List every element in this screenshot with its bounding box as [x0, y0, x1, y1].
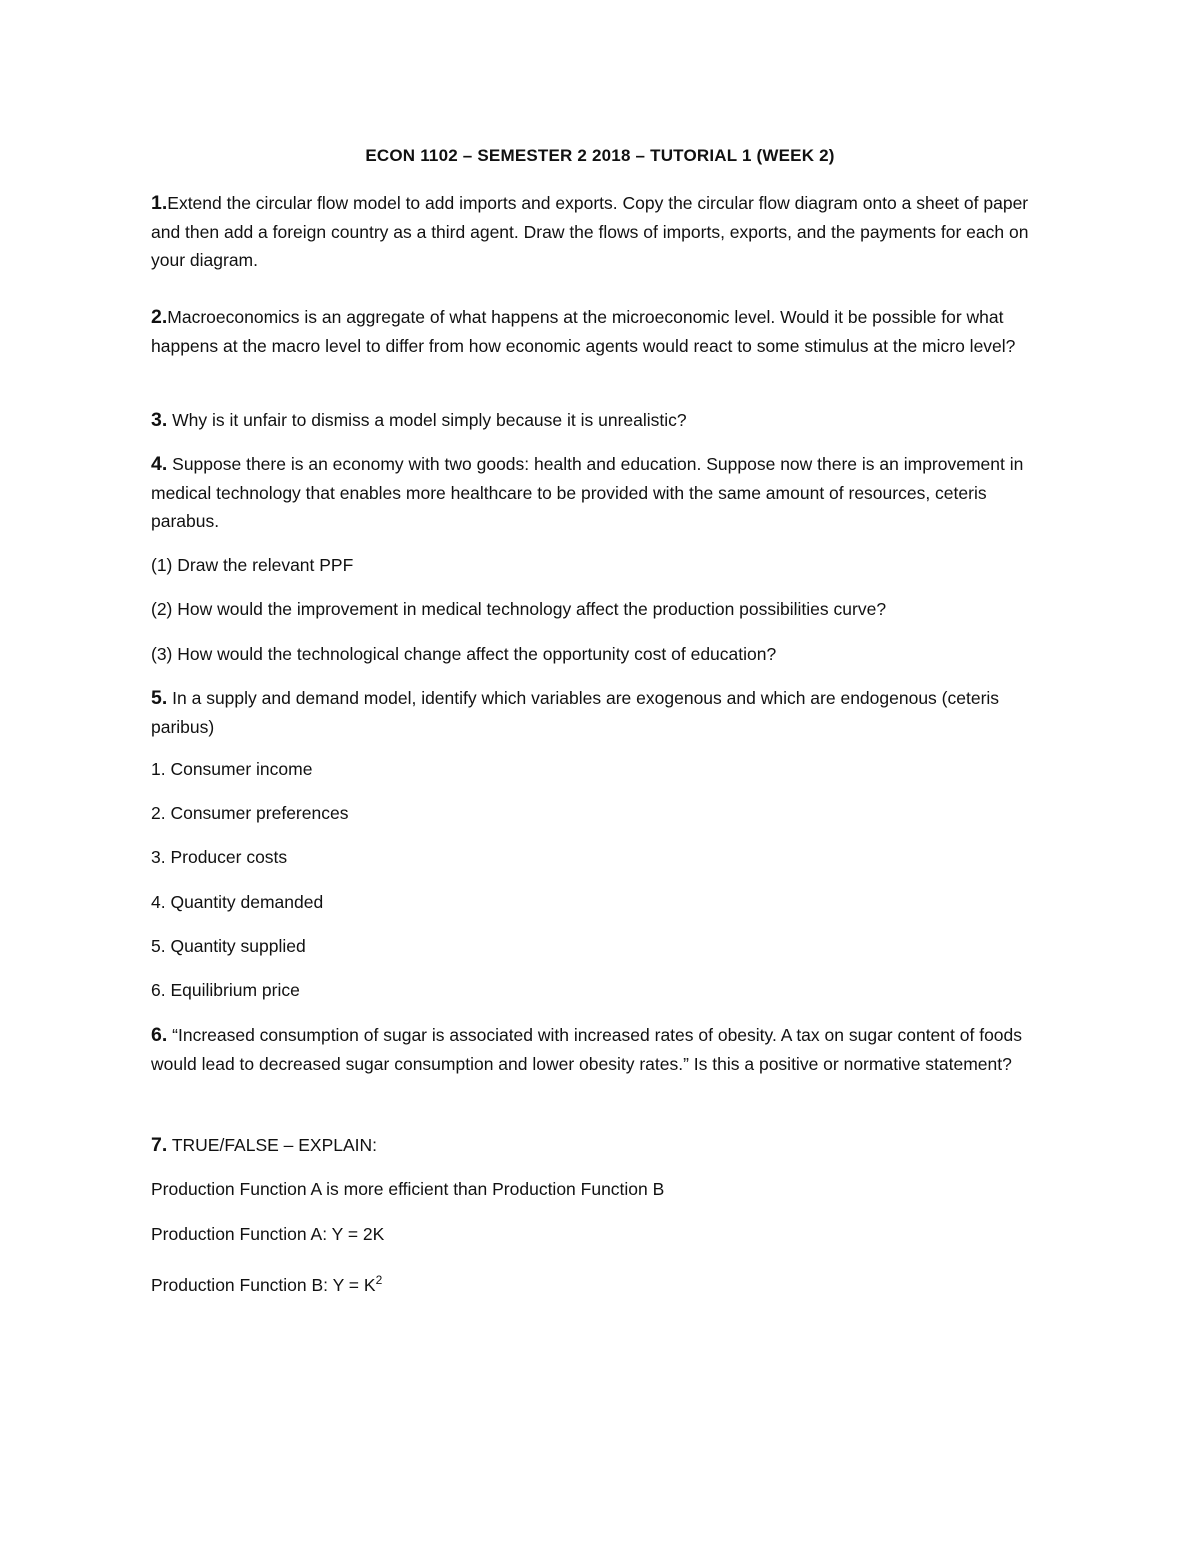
subpart-2: (2) How would the improvement in medical technology affect the production possibilities curve? [151, 599, 887, 619]
statement: Production Function A is more efficient than Production Function B [151, 1179, 665, 1199]
question-number: 3. [151, 409, 168, 431]
subpart-3: (3) How would the technological change affect the opportunity cost of education? [151, 644, 777, 664]
question-3 [151, 406, 1056, 435]
question-7 [151, 1131, 1056, 1160]
question-text: Why is it unfair to dismiss a model simply because it is unrealistic? [172, 410, 687, 430]
question-number: 7. [151, 1134, 168, 1156]
question-text: Macroeconomics is an aggregate of what happens at the microeconomic level. Would it be possible for what happens at the macro level to differ from how economic agents would react to some stimulus at the micro level? [151, 307, 1016, 356]
question-text: Suppose there is an economy with two goods: health and education. Suppose now there is an improvement in medical technology that enables more healthcare to be provided with the same amount of resources, ceteris parabus. [151, 454, 1024, 531]
question-number: 6. [151, 1024, 168, 1046]
list-item: 3. Producer costs [151, 847, 288, 867]
question-number: 4. [151, 453, 168, 475]
question-number: 1. [151, 192, 168, 214]
question-1 [151, 189, 1056, 275]
document-title: ECON 1102 – SEMESTER 2 2018 – TUTORIAL 1 (WEEK 2) [365, 146, 835, 165]
question-text: TRUE/FALSE – EXPLAIN: [171, 1135, 378, 1155]
question-5 [151, 684, 1056, 741]
list-item: 2. Consumer preferences [151, 803, 349, 823]
question-text: In a supply and demand model, identify which variables are exogenous and which are endogenous (ceteris paribus) [151, 688, 1000, 737]
question-4 [151, 450, 1056, 536]
subpart-1: (1) Draw the relevant PPF [151, 555, 354, 575]
list-item: 5. Quantity supplied [151, 936, 306, 956]
list-item: 6. Equilibrium price [151, 980, 300, 1000]
question-6 [151, 1021, 1056, 1078]
question-text: “Increased consumption of sugar is associated with increased rates of obesity. A tax on sugar content of foods would lead to decreased sugar consumption and lower obesity rates.” Is this a positive or normative statement? [151, 1025, 1023, 1074]
list-item: 4. Quantity demanded [151, 892, 324, 912]
function-b [151, 1266, 1056, 1300]
function-b-text: Production Function B: Y = K [151, 1275, 376, 1295]
list-item: 1. Consumer income [151, 759, 313, 779]
question-number: 5. [151, 687, 168, 709]
function-a: Production Function A: Y = 2K [151, 1224, 385, 1244]
question-number: 2. [151, 306, 168, 328]
function-b-exponent: 2 [375, 1273, 383, 1287]
question-text: Extend the circular flow model to add imports and exports. Copy the circular flow diagram onto a sheet of paper and then add a foreign country as a third agent. Draw the flows of imports, exports, and the payments for each on your diagram. [151, 193, 1029, 270]
question-2 [151, 303, 1056, 360]
